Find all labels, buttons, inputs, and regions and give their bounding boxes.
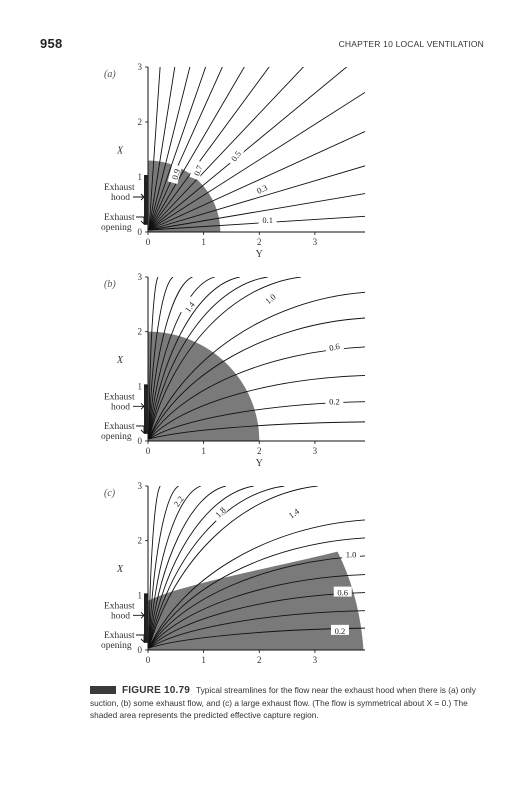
figure-caption [90, 684, 490, 721]
capture-region [148, 332, 259, 441]
chapter-header: CHAPTER 10 LOCAL VENTILATION [338, 39, 484, 49]
exhaust-hood-label-line2: hood [111, 193, 130, 203]
streamline-label: 0.6 [328, 340, 341, 353]
streamline-label: 1.8 [213, 504, 228, 520]
streamline-label: 0.6 [337, 587, 349, 598]
streamline-label: 2.2 [171, 494, 186, 509]
caption-label: FIGURE 10.79 [122, 685, 190, 696]
streamline-label: 0.9 [169, 167, 183, 181]
y-tick-label: 1 [137, 381, 142, 392]
panel-label: (a) [104, 69, 116, 80]
x-axis-title: Y [255, 249, 263, 260]
y-tick-label: 2 [137, 326, 142, 337]
hood-arrow [133, 194, 144, 200]
x-tick-label: 0 [145, 655, 151, 665]
x-tick-label: 1 [201, 655, 206, 665]
exhaust-hood [144, 384, 148, 434]
panel-label: (c) [104, 488, 116, 499]
y-tick-label: 1 [137, 172, 142, 182]
exhaust-opening-label: Exhaust [104, 422, 135, 432]
streamline-label: 0.1 [262, 214, 273, 225]
y-tick-label: 2 [137, 535, 142, 546]
exhaust-opening-label-line2: opening [101, 432, 132, 442]
y-tick-label: 3 [137, 272, 142, 282]
x-tick-label: 2 [257, 237, 262, 247]
x-tick-label: 2 [257, 655, 262, 665]
y-tick-label: 0 [137, 227, 142, 237]
y-tick-label: 1 [137, 590, 142, 601]
y-axis-title: X [116, 564, 124, 575]
exhaust-opening-label-line2: opening [101, 223, 132, 233]
caption-text: Typical streamlines for the flow near the exhaust hood when there is (a) only suction, (b) some exhaust flow, and (c) a large exhaust flow. (The flow is symmetrical about X = 0.) The shaded area represents the predicted effective capture region. [90, 685, 476, 720]
page-number: 958 [40, 36, 63, 51]
streamline-label: 0.7 [191, 163, 205, 178]
streamline-label: 1.4 [182, 299, 197, 315]
x-tick-label: 0 [145, 446, 151, 456]
x-tick-label: 3 [312, 446, 318, 456]
exhaust-hood-label: Exhaust [104, 392, 135, 403]
streamline-label: 1.4 [286, 506, 301, 521]
panel-2 [101, 272, 365, 469]
x-tick-label: 3 [312, 655, 318, 665]
streamline-label: 1.0 [263, 291, 278, 307]
exhaust-hood-label-line2: hood [111, 402, 130, 413]
x-tick-label: 1 [201, 237, 206, 247]
y-tick-label: 0 [137, 645, 142, 655]
x-tick-label: 0 [145, 237, 151, 247]
streamline-label: 0.5 [228, 148, 244, 164]
exhaust-hood-label: Exhaust [104, 183, 135, 193]
exhaust-hood [144, 593, 148, 643]
panel-1 [101, 0, 481, 260]
x-tick-label: 3 [312, 237, 318, 247]
panel-label: (b) [104, 279, 116, 290]
x-axis-title: Y [255, 458, 263, 469]
hood-arrow [133, 612, 144, 618]
panel-3 [101, 481, 365, 665]
y-axis-title: X [116, 355, 124, 366]
x-tick-label: 2 [257, 446, 262, 456]
streamline-label: 1.0 [345, 549, 357, 560]
x-tick-label: 1 [201, 446, 206, 456]
exhaust-hood-label-line2: hood [111, 611, 130, 622]
streamline-label: 0.2 [329, 396, 340, 407]
hood-arrow [133, 403, 144, 409]
y-tick-label: 0 [137, 436, 142, 446]
streamline [149, 20, 404, 230]
capture-region [148, 161, 220, 233]
exhaust-opening-label-line2: opening [101, 641, 132, 651]
exhaust-opening-label: Exhaust [104, 213, 135, 223]
streamline-label: 0.3 [255, 182, 269, 196]
exhaust-hood [144, 175, 148, 225]
y-axis-title: X [116, 145, 124, 157]
y-tick-label: 2 [137, 117, 142, 127]
exhaust-hood-label: Exhaust [104, 601, 135, 612]
streamline [149, 93, 451, 230]
caption-marker [90, 686, 116, 694]
streamline [149, 52, 428, 230]
y-tick-label: 3 [137, 481, 142, 491]
y-tick-label: 3 [137, 62, 142, 72]
streamline-label: 0.2 [334, 625, 346, 636]
exhaust-opening-label: Exhaust [104, 631, 135, 641]
